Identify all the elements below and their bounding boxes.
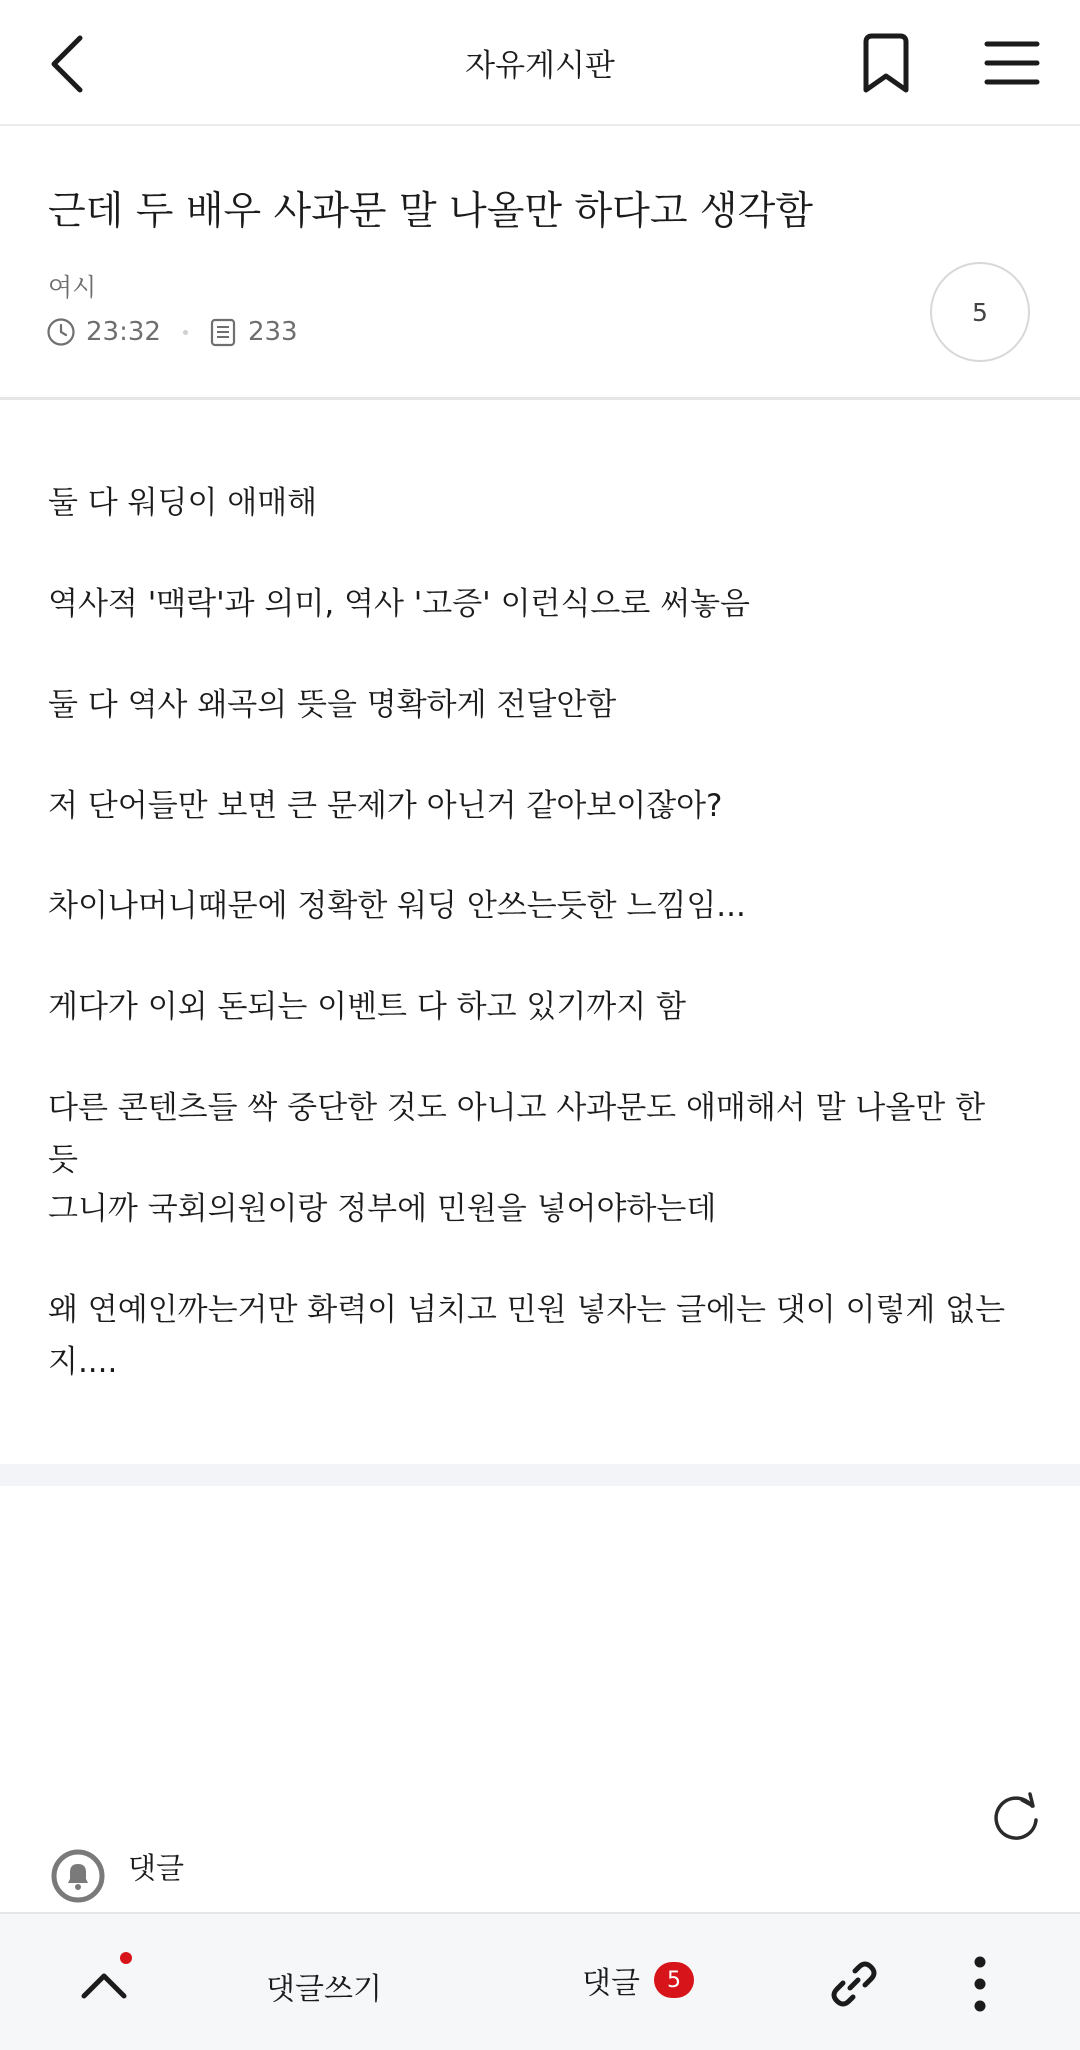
post-paragraph: 역사적 '맥락'과 의미, 역사 '고증' 이런식으로 써놓음 <box>48 586 750 622</box>
section-divider <box>0 1464 1080 1486</box>
post-views: 233 <box>247 317 298 347</box>
post-paragraph: 게다가 이외 돈되는 이벤트 다 하고 있기까지 함 <box>48 989 686 1025</box>
post-paragraph: 그니까 국회의원이랑 정부에 민원을 넣어야하는데 <box>48 1191 717 1227</box>
comments-button[interactable] <box>582 1958 694 2002</box>
write-comment-button[interactable]: 댓글쓰기 <box>266 1972 382 2007</box>
link-icon[interactable] <box>828 1958 880 2010</box>
post-paragraph: 둘 다 워딩이 애매해 <box>48 485 318 521</box>
post-content <box>0 400 1080 1464</box>
post-paragraph: 저 단어들만 보면 큰 문제가 아닌거 같아보이잖아? <box>48 788 723 824</box>
post-paragraph: 다른 콘텐츠들 싹 중단한 것도 아니고 사과문도 애매해서 말 나올만 한듯 <box>48 1090 986 1178</box>
comments-button-label: 댓글 <box>582 1966 640 2001</box>
meta-separator <box>183 330 188 335</box>
post-paragraph: 둘 다 역사 왜곡의 뜻을 명확하게 전달안함 <box>48 687 617 723</box>
views-icon <box>208 317 238 347</box>
comments-count-badge: 5 <box>654 1962 694 1998</box>
notification-dot <box>120 1952 132 1964</box>
chevron-up-icon[interactable] <box>76 1958 132 2008</box>
clock-icon <box>46 317 76 347</box>
post-meta <box>46 314 298 350</box>
more-options-icon[interactable] <box>968 1952 992 2016</box>
menu-icon[interactable] <box>984 36 1040 90</box>
comments-heading: 댓글 <box>128 1851 185 1885</box>
post-header <box>0 126 1080 400</box>
refresh-icon[interactable] <box>988 1790 1044 1846</box>
bookmark-icon[interactable] <box>858 32 914 96</box>
notification-bell-icon[interactable] <box>50 1848 106 1904</box>
board-title: 자유게시판 <box>465 48 615 84</box>
top-bar <box>0 0 1080 126</box>
post-author[interactable]: 여시 <box>48 273 97 302</box>
post-paragraph: 왜 연예인까는거만 화력이 넘치고 민원 넣자는 글에는 댓이 이렇게 없는지.... <box>48 1292 1006 1380</box>
post-time: 23:32 <box>86 317 161 347</box>
post-title: 근데 두 배우 사과문 말 나올만 하다고 생각함 <box>48 189 813 234</box>
comment-count-button[interactable]: 5 <box>930 262 1030 362</box>
post-paragraph: 차이나머니때문에 정확한 워딩 안쓰는듯한 느낌임... <box>48 888 746 924</box>
bottom-bar <box>0 1912 1080 2050</box>
